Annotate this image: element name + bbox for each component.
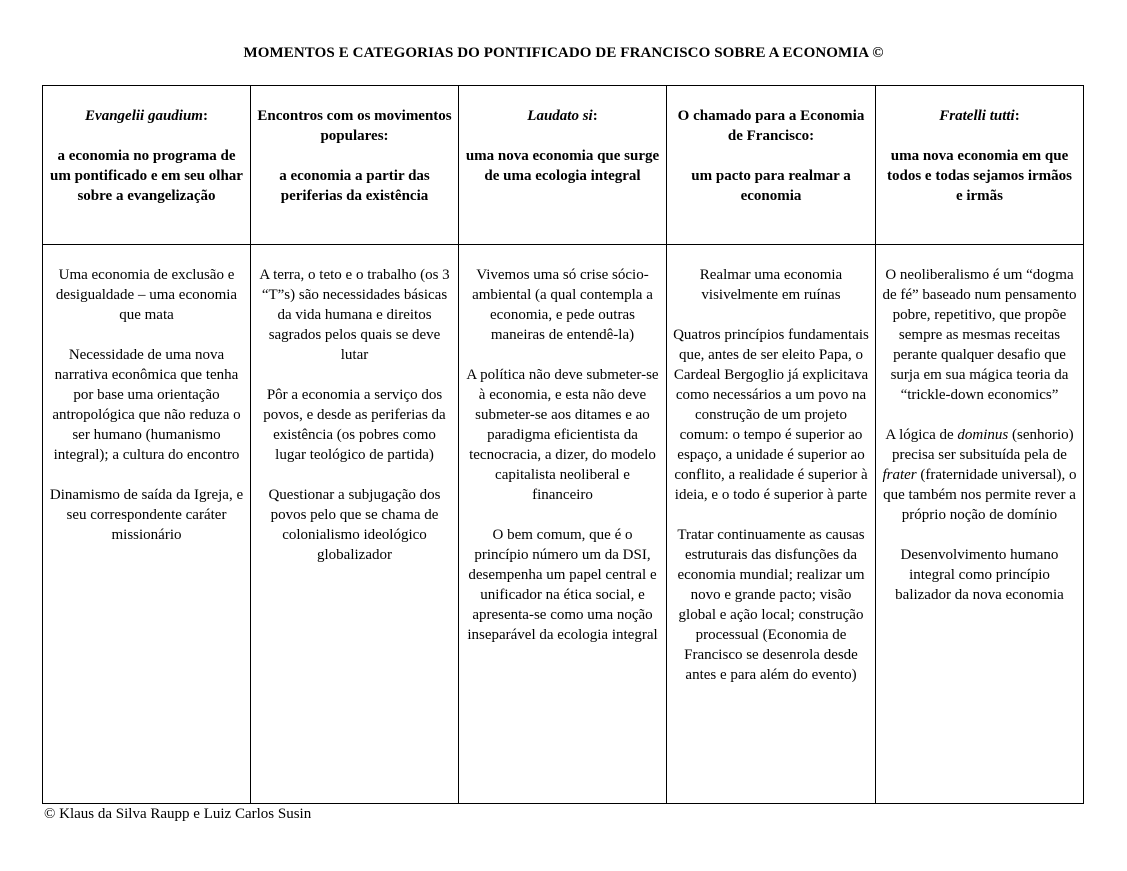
categories-table xyxy=(42,85,1084,804)
content-paragraph: Necessidade de uma nova narrativa econômica que tenha por base uma orientação antropológica que não reduza o ser humano (humanismo integral); a cultura do encontro xyxy=(52,347,241,463)
header-title: Evangelii gaudium: xyxy=(85,108,208,124)
copyright-footer: © Klaus da Silva Raupp e Luiz Carlos Susin xyxy=(44,806,312,822)
content-cell-evangelii-gaudium xyxy=(43,245,251,804)
header-subtitle: a economia no programa de um pontificado e em seu olhar sobre a evangelização xyxy=(50,148,243,204)
content-paragraph: O neoliberalismo é um “dogma de fé” baseado num pensamento pobre, repetitivo, que propõe sempre as mesmas receitas perante qualquer desafio que surja em sua mágica teoria da “trickle-down economics” xyxy=(882,267,1077,403)
term-frater: frater xyxy=(882,467,917,483)
content-cell-laudato-si xyxy=(459,245,667,804)
header-subtitle: uma nova economia que surge de uma ecologia integral xyxy=(465,148,660,184)
content-paragraph: Vivemos uma só crise sócio-ambiental (a qual contempla a economia, e pede outras maneiras de entendê-la) xyxy=(472,267,653,343)
content-cell-fratelli-tutti xyxy=(876,245,1084,804)
term-dominus: dominus xyxy=(957,427,1009,443)
header-cell-evangelii-gaudium xyxy=(43,86,251,245)
header-cell-fratelli-tutti xyxy=(876,86,1084,245)
content-paragraph: Dinamismo de saída da Igreja, e seu correspondente caráter missionário xyxy=(49,487,244,543)
content-paragraph: Tratar continuamente as causas estruturais das disfunções da economia mundial; realizar um novo e grande pacto; visão global e ação local; construção processual (Economia de Francisco se desenrola desde antes e para além do evento) xyxy=(677,527,865,683)
header-row xyxy=(43,86,1084,245)
content-row xyxy=(43,245,1084,804)
content-cell-economia-de-francisco xyxy=(667,245,876,804)
header-subtitle: uma nova economia em que todos e todas sejamos irmãos e irmãs xyxy=(887,148,1072,204)
header-cell-laudato-si xyxy=(459,86,667,245)
content-paragraph: Uma economia de exclusão e desigualdade – uma economia que mata xyxy=(55,267,238,323)
header-title: O chamado para a Economia de Francisco: xyxy=(677,108,865,144)
content-paragraph: Pôr a economia a serviço dos povos, e desde as periferias da existência (os pobres como lugar teológico de partida) xyxy=(263,387,446,463)
content-paragraph: O bem comum, que é o princípio número um da DSI, desempenha um papel central e unificador na ética social, e apresenta-se como uma noção inseparável da ecologia integral xyxy=(467,527,658,643)
content-paragraph: Realmar uma economia visivelmente em ruínas xyxy=(699,267,843,303)
content-paragraph: A política não deve submeter-se à economia, e esta não deve submeter-se aos ditames e ao paradigma eficientista da tecnocracia, a dizer, do modelo capitalista neoliberal e financeiro xyxy=(466,367,659,503)
header-title: Fratelli tutti: xyxy=(939,108,1020,124)
content-paragraph: Quatros princípios fundamentais que, antes de ser eleito Papa, o Cardeal Bergoglio já explicitava como necessários a um povo na construção de um projeto comum: o tempo é superior ao espaço, a unidade é superior ao conflito, a realidade é superior à ideia, e o todo é superior à parte xyxy=(673,327,869,503)
header-cell-movimentos-populares xyxy=(251,86,459,245)
header-subtitle: um pacto para realmar a economia xyxy=(691,168,851,204)
header-subtitle: a economia a partir das periferias da existência xyxy=(279,168,430,204)
header-title: Encontros com os movimentos populares: xyxy=(257,108,452,144)
content-cell-movimentos-populares xyxy=(251,245,459,804)
content-paragraph: Desenvolvimento humano integral como princípio balizador da nova economia xyxy=(895,547,1064,603)
content-paragraph: A terra, o teto e o trabalho (os 3 “T”s) são necessidades básicas da vida humana e direitos sagrados pelos quais se deve lutar xyxy=(259,267,450,363)
document-title: MOMENTOS E CATEGORIAS DO PONTIFICADO DE FRANCISCO SOBRE A ECONOMIA © xyxy=(243,45,884,61)
content-paragraph: A lógica de dominus (senhorio) precisa ser subsituída pela de frater (fraternidade universal), o que também nos permite rever a próprio noção de domínio xyxy=(882,427,1077,523)
content-paragraph: Questionar a subjugação dos povos pelo que se chama de colonialismo ideológico globalizador xyxy=(268,487,441,563)
header-cell-economia-de-francisco xyxy=(667,86,876,245)
header-title: Laudato si: xyxy=(527,108,598,124)
